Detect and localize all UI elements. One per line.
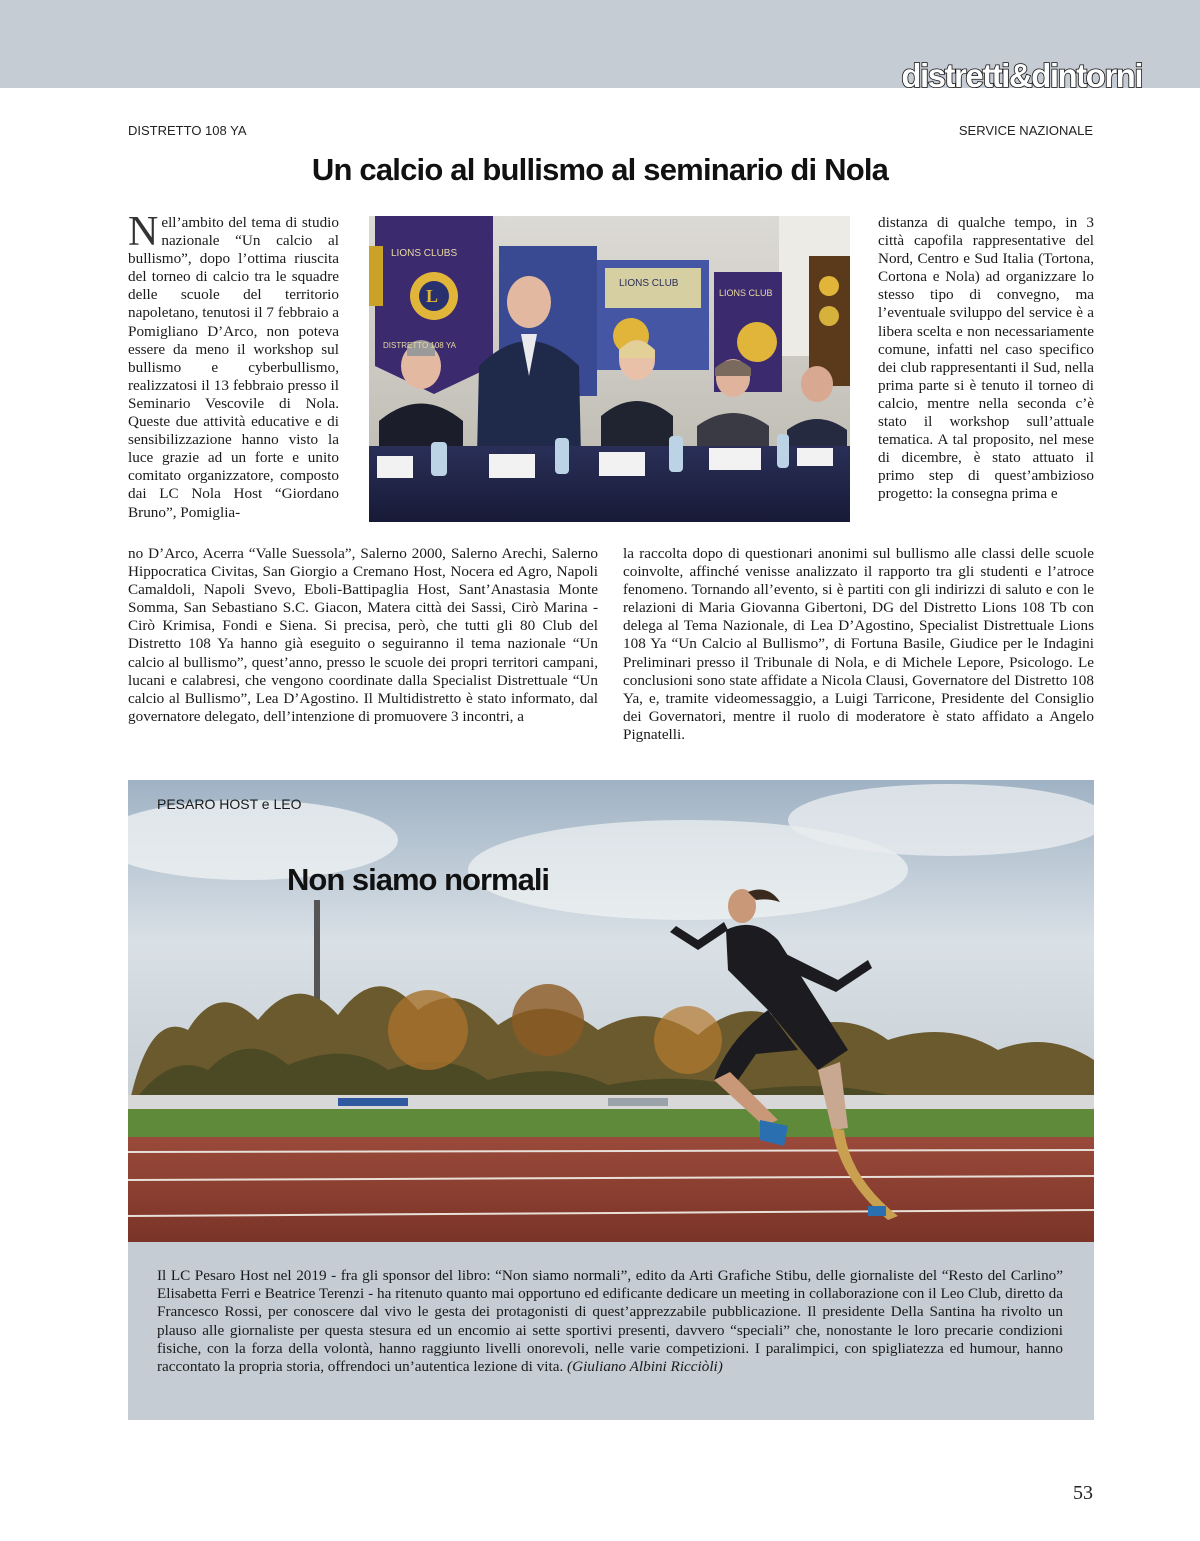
article-column-bottom-left: no D’Arco, Acerra “Valle Suessola”, Salerno 2000, Salerno Arechi, Salerno Hippocratica Civitas, San Giorgio a Cremano Host, Nocera ed Agro, Napoli Camaldoli, Napoli Svevo, Eboli-Battipaglia Host, Sant’Anastasia Monte Somma, San Sebastiano S.C. Giacon, Matera città dei Sassi, Cirò Marina - Cirò Krimisa, Fondi e Siena. Si precisa, però, che tutti gli 80 Club del Distretto 108 Ya hanno già eseguito o seguiranno il tema nazionale “Un calcio al bullismo”, quest’anno, presso le scuole dei propri territori campani, lucani e calabresi, che vengono coordinate dalla Specialist Distrettuale “Un calcio al Bullismo”, Lea D’Agostino. Il Multidistretto è stato informato, dal governatore delegato, dell’intenzione di promuovere 3 incontri, a: [128, 545, 598, 725]
section-tag: distretti&dintorni: [901, 57, 1142, 94]
author-signature: (Giuliano Albini Ricciòli): [567, 1358, 723, 1376]
article-column-bottom-right: la raccolta dopo di questionari anonimi sul bullismo alle classi delle scuole coinvolte, affinché venisse analizzato il rapporto tra gli studenti e l’atroce fenomeno. Tornando all’evento, si è partiti con gli indirizzi di saluto e con le relazioni di Maria Giovanna Gibertoni, DG del Distretto Lions 108 Tb con delega al Tema Nazionale, di Lea D’Agostino, Specialist Distrettuale Lions 108 Ya “Un Calcio al Bullismo”, di Fortuna Basile, Giudice per le Indagini Preliminari presso il Tribunale di Nola, e di Michele Lepore, Psicologo. Le conclusioni sono state affidate a Nicola Clausi, Governatore del Distretto 108 Ya, e, tramite videomessaggio, a Luigi Tarricone, Presidente del Consiglio dei Governatori, mentre il ruolo di moderatore è stato affidato a Angelo Pignatelli.: [623, 545, 1094, 743]
page-number: 53: [1073, 1482, 1093, 1504]
pesaro-kicker: PESARO HOST e LEO: [157, 796, 302, 812]
caption-text: Il LC Pesaro Host nel 2019 - fra gli sponsor del libro: “Non siamo normali”, edito da Arti Grafiche Stibu, delle giornaliste del “Resto del Carlino” Elisabetta Ferri e Beatrice Terenzi - ha ritenuto quanto mai opportuno ed edificante dedicare un meeting in collaborazione con il Leo Club, diretto da Francesco Rossi, per conoscere dal vivo le gesta dei protagonisti di quest’apprezzabile pubblicazione. Il presidente Della Santina ha rivolto un plauso alle giornaliste per questa stesura ed un encomio ai sette sportivi presenti, davvero “speciali” che, nonostante le loro precarie condizioni fisiche, con la forza della volontà, hanno raggiunto livelli onorevoli, nelle varie competizioni. I paralimpici, con spigliatezza ed humour, hanno raccontato la propria storia, offrendoci un’autentica lezione di vita.: [157, 1267, 1063, 1376]
runner-photo: [128, 780, 1094, 1242]
banner-text: LIONS CLUB: [719, 288, 773, 298]
svg-text:L: L: [426, 286, 439, 306]
article-headline: Un calcio al bullismo al seminario di Nola: [311, 152, 889, 187]
pesaro-caption: [157, 1267, 1063, 1376]
article-column-right: distanza di qualche tempo, in 3 città capofila rappresentative del Nord, Centro e Sud Italia (Tortona, Cortona e Nola) ad organizzare lo stesso tipo di convegno, ma l’eventuale sviluppo del service è a libera scelta e non necessariamente comune, infatti nel caso specifico dei club rappresentanti il Sud, nella prima parte si è tenuto il torneo di calcio, mentre nella seconda c’è stato il workshop sull’attuale tematica. A tal proposito, nel mese di dicembre, è stato attuato il primo step di quest’ambizioso progetto: la consegna prima e: [878, 214, 1094, 503]
district-kicker: DISTRETTO 108 YA: [128, 123, 247, 138]
meeting-photo: [369, 216, 850, 522]
banner-text: DISTRETTO 108 YA: [383, 341, 456, 350]
pesaro-headline: Non siamo normali: [287, 862, 550, 897]
article-column-left: [128, 209, 339, 522]
drop-cap: N: [128, 209, 159, 255]
column-left-text: ell’ambito del tema di studio nazionale “Un calcio al bullismo”, dopo l’ottima riuscita del torneo di calcio tra le squadre delle scuole del territorio napoletano, tenutosi il 7 febbraio a Pomigliano D’Arco, non poteva essere da meno il workshop sul bullismo e cyberbullismo, realizzatosi il 13 febbraio presso il Seminario Vescovile di Nola. Queste due attività educative e di sensibilizzazione hanno visto la luce grazie ad un forte e unito comitato organizzatore, composto dai LC Nola Host “Giordano Bruno”, Pomiglia-: [128, 214, 339, 521]
service-kicker: SERVICE NAZIONALE: [958, 123, 1093, 138]
banner-text: LIONS CLUBS: [391, 248, 458, 259]
banner-text: LIONS CLUB: [619, 278, 679, 289]
